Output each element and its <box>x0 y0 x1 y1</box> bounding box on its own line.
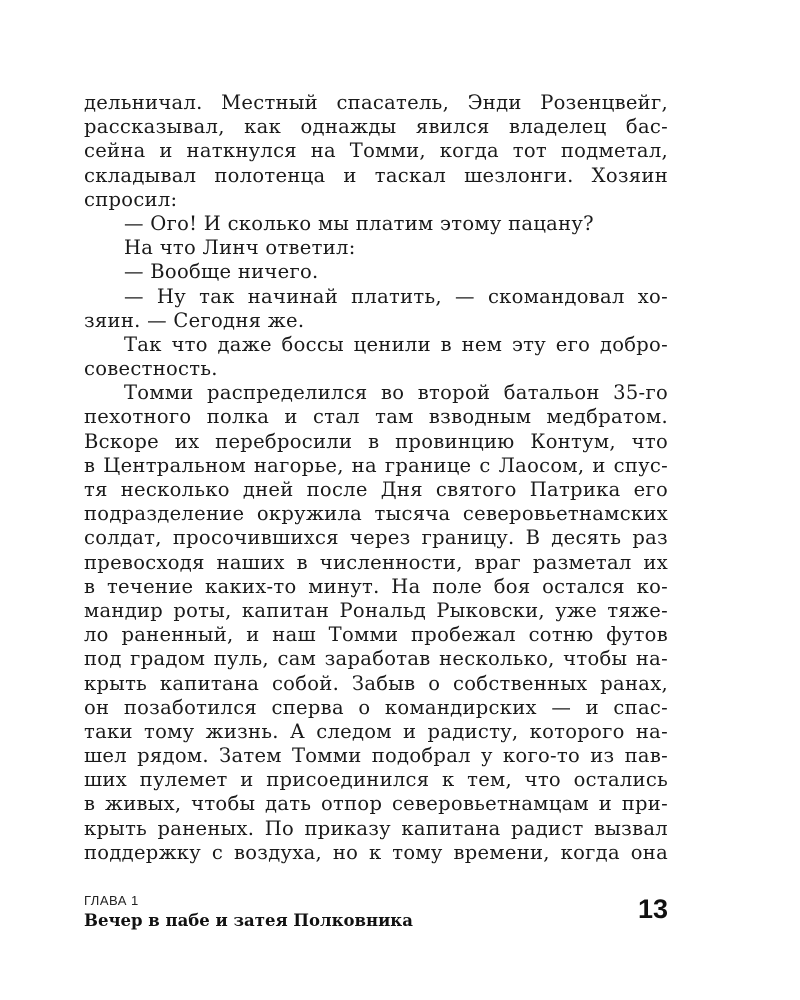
text-line: Так что даже боссы ценили в нем эту его добро- <box>124 332 668 356</box>
text-line: он позаботился сперва о командирских — и спас- <box>84 695 668 719</box>
text-line: крыть раненых. По приказу капитана радист вызвал <box>84 816 668 840</box>
text-line: в течение каких-то минут. На поле боя остался ко- <box>84 574 668 598</box>
text-line: складывал полотенца и таскал шезлонги. Хозяин <box>84 163 668 187</box>
text-line: совестность. <box>84 357 218 381</box>
text-line: Вскоре их перебросили в провинцию Контум, что <box>84 429 668 453</box>
text-line: На что Линч ответил: <box>124 236 356 260</box>
text-line: — Ого! И сколько мы платим этому пацану? <box>124 211 594 235</box>
text-line: мандир роты, капитан Рональд Рыковски, уже тяже- <box>84 598 668 622</box>
text-line: под градом пуль, сам заработав несколько, чтобы на- <box>84 647 668 671</box>
text-line: рассказывал, как однажды явился владелец бас- <box>84 115 668 139</box>
text-line: подразделение окружила тысяча северовьетнамских <box>84 502 668 526</box>
text-line: спросил: <box>84 187 178 211</box>
text-line: шел рядом. Затем Томми подобрал у кого-то из пав- <box>84 744 668 768</box>
text-line: зяин. — Сегодня же. <box>84 308 305 332</box>
text-line: превосходя наших в численности, враг разметал их <box>84 550 668 574</box>
page-body-text <box>84 91 668 865</box>
text-line: дельничал. Местный спасатель, Энди Розенцвейг, <box>84 91 668 114</box>
text-line: в живых, чтобы дать отпор северовьетнамцам и при- <box>84 792 668 816</box>
text-line: поддержку с воздуха, но к тому времени, когда она <box>84 840 668 864</box>
chapter-label: ГЛАВА 1 <box>84 893 139 908</box>
text-line: таки тому жизнь. А следом и радисту, которого на- <box>84 719 668 743</box>
text-line: — Ну так начинай платить, — скомандовал хо- <box>124 284 668 308</box>
text-line: тя несколько дней после Дня святого Патрика его <box>84 478 668 501</box>
text-line: Томми распределился во второй батальон 35-го <box>124 381 668 405</box>
text-line: крыть капитана собой. Забыв о собственных ранах, <box>84 671 668 695</box>
text-line: ших пулемет и присоединился к тем, что остались <box>84 768 668 792</box>
page-footer <box>84 893 668 933</box>
text-line: ло раненный, и наш Томми пробежал сотню футов <box>84 623 668 647</box>
text-line: пехотного полка и стал там взводным медбратом. <box>84 405 668 429</box>
page-number: 13 <box>637 894 668 924</box>
text-line: в Центральном нагорье, на границе с Лаосом, и спус- <box>84 453 668 477</box>
text-line: — Вообще ничего. <box>124 260 319 284</box>
text-line: солдат, просочившихся через границу. В десять раз <box>84 526 668 550</box>
text-line: сейна и наткнулся на Томми, когда тот подметал, <box>84 139 668 163</box>
chapter-title: Вечер в пабе и затея Полковника <box>84 911 413 930</box>
